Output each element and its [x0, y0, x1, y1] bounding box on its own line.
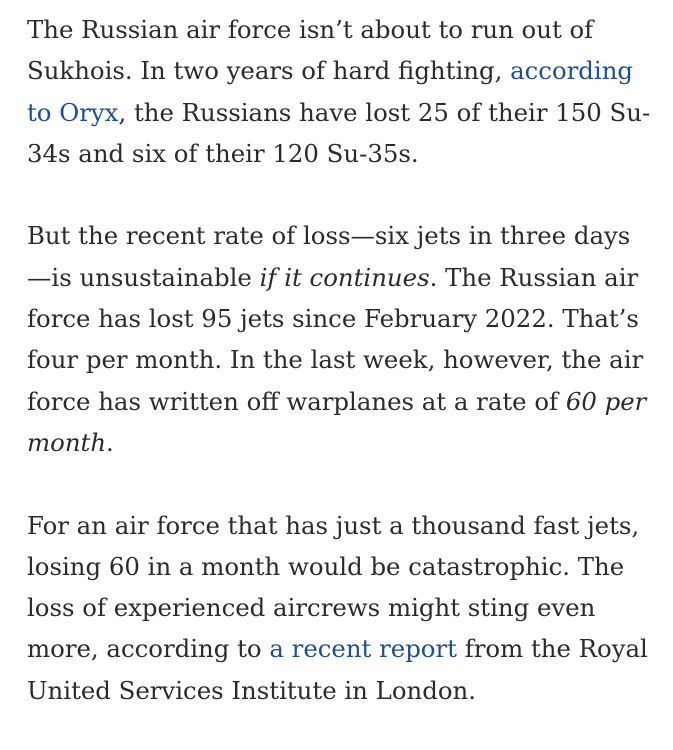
text-line	[27, 50, 667, 91]
text-span: Sukhois. In two years of hard fighting,	[27, 56, 511, 86]
text-span: losing 60 in a month would be catastrophic. The	[27, 551, 625, 581]
paragraph-1	[27, 9, 667, 174]
text-line	[27, 505, 667, 546]
text-line	[27, 133, 667, 174]
text-line	[27, 257, 667, 298]
text-line	[27, 92, 667, 133]
text-line	[27, 339, 667, 380]
text-line	[27, 628, 667, 669]
text-span: force has lost 95 jets since February 2022. That’s	[27, 304, 639, 334]
text-span: four per month. In the last week, however, the air	[27, 345, 644, 375]
text-line	[27, 670, 667, 711]
text-span: For an air force that has just a thousand fast jets,	[27, 510, 640, 540]
text-span: from the Royal	[456, 634, 648, 664]
text-span: But the recent rate of loss—six jets in three days	[27, 221, 631, 251]
text-span: loss of experienced aircrews might sting even	[27, 593, 596, 623]
oryx-link-continued[interactable]: to Oryx	[27, 97, 119, 127]
text-span: more, according to	[27, 634, 270, 664]
text-span: force has written off warplanes at a rate of	[27, 386, 566, 416]
article-body	[27, 9, 667, 711]
paragraph-2	[27, 215, 667, 463]
text-line	[27, 546, 667, 587]
text-line	[27, 215, 667, 256]
paragraph-3	[27, 505, 667, 711]
text-span: The Russian air force isn’t about to run out of	[27, 15, 594, 44]
italic-emphasis: month	[27, 427, 107, 457]
oryx-link[interactable]: according	[510, 56, 634, 86]
text-line	[27, 587, 667, 628]
recent-report-link[interactable]: a recent report	[269, 634, 457, 664]
text-line	[27, 9, 667, 50]
text-span: . The Russian air	[429, 262, 639, 292]
text-span: .	[106, 427, 114, 457]
italic-emphasis: 60 per	[565, 386, 647, 416]
text-line	[27, 298, 667, 339]
text-line	[27, 381, 667, 422]
text-span: , the Russians have lost 25 of their 150 Su-	[118, 97, 651, 127]
italic-emphasis: if it continues	[259, 262, 430, 292]
text-span: United Services Institute in London.	[27, 675, 476, 705]
text-span: —is unsustainable	[27, 262, 260, 292]
text-line	[27, 422, 667, 463]
text-span: 34s and six of their 120 Su-35s.	[27, 138, 419, 168]
